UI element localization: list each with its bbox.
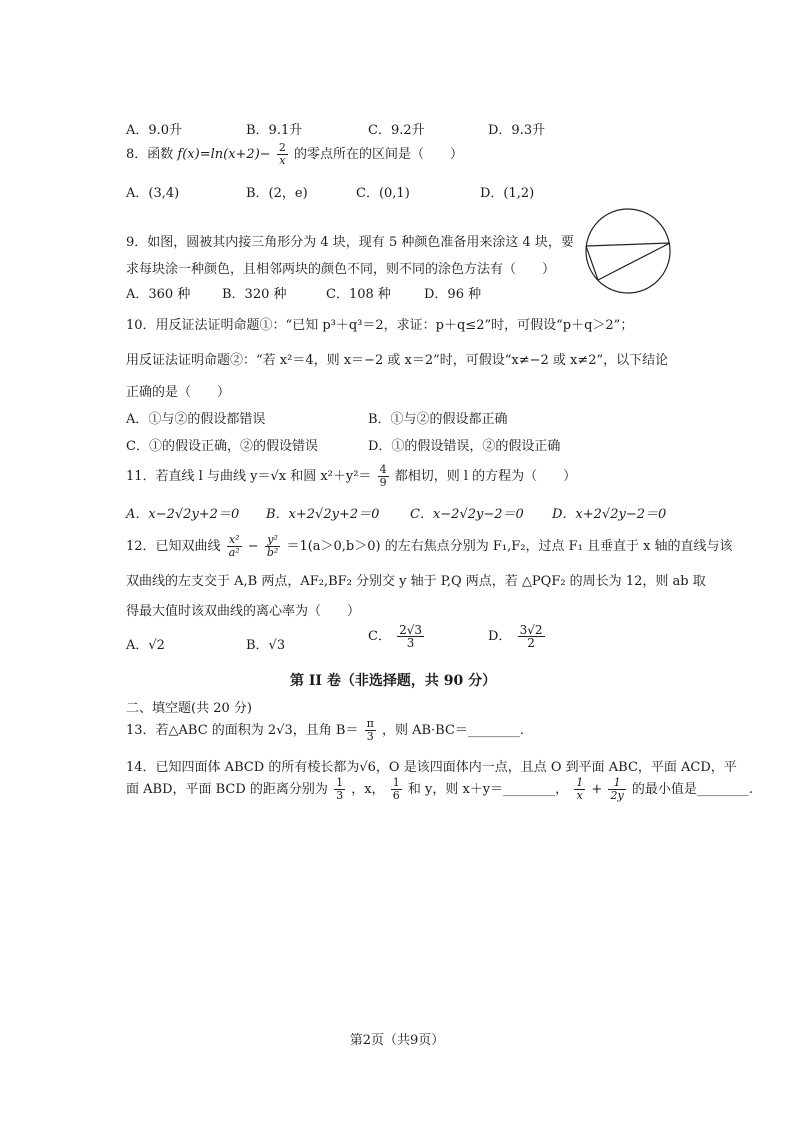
q14-frac-3-den: x <box>576 789 583 802</box>
q12-option-d-label: D． <box>488 629 512 644</box>
q9-option-a: A．360 种 <box>126 287 191 302</box>
q10-line-2: 用反证法证明命题②：“若 x²＝4，则 x＝−2 或 x＝2”时，可假设“x≠−2 或 x≠2”，以下结论 <box>126 353 669 368</box>
q14-frac-2 <box>391 777 402 802</box>
q10-option-c: C．①的假设正确，②的假设错误 <box>126 439 318 454</box>
q13-suffix: ，则 AB·BC＝________. <box>381 723 525 738</box>
q12-line-2: 双曲线的左支交于 A,B 两点，AF₂,BF₂ 分别交 y 轴于 P,Q 两点，若 △PQF₂ 的周长为 12，则 ab 取 <box>126 574 706 589</box>
q12-option-b: B．√3 <box>246 638 286 653</box>
q14-frac-4 <box>608 777 625 802</box>
q11-option-d: D．x+2√2y−2＝0 <box>552 507 667 522</box>
q11-prefix: 11．若直线 l 与曲线 y＝√x 和圆 x²＋y²＝ <box>126 469 372 484</box>
q13-fraction <box>365 718 376 743</box>
q14-mid-2: 和 y，则 x＋y＝________， <box>407 782 569 797</box>
q9-option-b: B．320 种 <box>222 287 287 302</box>
question-8-stem <box>126 142 463 167</box>
q13-frac-num: π <box>366 717 374 730</box>
q11-frac-num: 4 <box>379 463 387 476</box>
q8-option-b: B．(2，e) <box>246 186 308 201</box>
q8-option-d: D．(1,2) <box>480 186 535 201</box>
question-11-stem <box>126 464 576 489</box>
q14-line-2 <box>126 777 753 802</box>
q9-option-c: C．108 种 <box>326 287 391 302</box>
q12-minus: − <box>247 539 259 554</box>
q10-line-1: 10．用反证法证明命题①：“已知 p³＋q³＝2，求证：p＋q≤2”时，可假设“p＋q＞2”； <box>126 318 634 333</box>
q8-formula: f(x)=ln(x+2)− <box>177 147 271 162</box>
q14-frac-2-den: 6 <box>392 789 400 802</box>
q7-option-b: B．9.1升 <box>246 123 303 138</box>
q12-frac-y-num: y² <box>265 534 280 547</box>
q8-frac-den: x <box>279 154 286 167</box>
q12-option-c-num: 2√3 <box>399 623 423 637</box>
q12-frac-x <box>227 534 242 559</box>
q12-option-c-den: 3 <box>406 636 415 650</box>
q8-option-c: C．(0,1) <box>356 186 410 201</box>
q10-option-a: A．①与②的假设都错误 <box>126 412 266 427</box>
q14-frac-2-num: 1 <box>392 776 400 789</box>
q8-prefix: 8．函数 <box>126 147 174 162</box>
q12-frac-x-den: a² <box>228 546 240 559</box>
q9-option-d: D．96 种 <box>424 287 482 302</box>
q9-line-1: 9．如图，圆被其内接三角形分为 4 块，现有 5 种颜色准备用来涂这 4 块，要 <box>126 235 574 250</box>
q12-option-c-label: C． <box>368 629 391 644</box>
q12-line1-suffix: ＝1(a＞0,b＞0) 的左右焦点分别为 F₁,F₂，过点 F₁ 且垂直于 x 轴的直线与该 <box>286 539 733 554</box>
q7-option-d: D．9.3升 <box>488 123 546 138</box>
q13-frac-den: 3 <box>366 730 374 743</box>
q12-line-1 <box>126 534 733 559</box>
q14-plus: + <box>591 782 603 797</box>
q11-option-c: C．x−2√2y−2＝0 <box>410 507 524 522</box>
q11-frac-den: 9 <box>379 476 387 489</box>
q12-option-d-fraction <box>518 624 545 649</box>
q11-option-a: A．x−2√2y+2＝0 <box>126 507 240 522</box>
q14-frac-1 <box>334 777 345 802</box>
q12-frac-y-den: b² <box>266 546 279 559</box>
q14-frac-4-den: 2y <box>610 789 624 802</box>
q12-option-c-fraction <box>397 624 424 649</box>
q11-suffix: 都相切，则 l 的方程为（ ） <box>394 469 577 484</box>
page-footer: 第2页（共9页） <box>349 1033 445 1048</box>
q12-option-d-den: 2 <box>527 636 535 650</box>
q14-mid-1: ，x， <box>351 782 385 797</box>
q14-line2-prefix: 面 ABD，平面 BCD 的距离分别为 <box>126 782 328 797</box>
q7-option-c: C．9.2升 <box>368 123 425 138</box>
q14-frac-3 <box>574 777 585 802</box>
q14-frac-1-den: 3 <box>336 789 344 802</box>
q10-option-b: B．①与②的假设都正确 <box>368 412 508 427</box>
q12-frac-y <box>265 534 280 559</box>
q14-frac-4-num: 1 <box>608 777 625 790</box>
q8-option-a: A．(3,4) <box>126 186 180 201</box>
q14-line-1: 14．已知四面体 ABCD 的所有棱长都为√6，O 是该四面体内一点，且点 O 到平面 ABC，平面 ACD，平 <box>126 760 737 775</box>
q12-option-a: A．√2 <box>126 638 165 653</box>
q14-suffix: 的最小值是________. <box>631 782 753 797</box>
fill-in-heading: 二、填空题(共 20 分) <box>126 701 252 716</box>
q14-frac-1-num: 1 <box>336 776 344 789</box>
q7-option-a: A．9.0升 <box>126 123 183 138</box>
circle-inscribed-triangle-figure <box>582 208 674 294</box>
q12-line-3: 得最大值时该双曲线的离心率为（ ） <box>126 604 361 619</box>
q12-option-d-num: 3√2 <box>519 623 543 637</box>
q11-fraction <box>378 464 389 489</box>
q8-fraction <box>277 142 288 167</box>
q13-prefix: 13．若△ABC 的面积为 2√3，且角 B＝ <box>126 723 359 738</box>
q8-frac-num: 2 <box>278 141 286 154</box>
q12-option-d <box>488 624 547 649</box>
q12-frac-x-num: x² <box>227 534 242 547</box>
q10-option-d: D．①的假设错误，②的假设正确 <box>368 439 561 454</box>
q11-option-b: B．x+2√2y+2＝0 <box>266 507 380 522</box>
q9-line-2: 求每块涂一种颜色，且相邻两块的颜色不同，则不同的涂色方法有（ ） <box>126 262 556 277</box>
question-13 <box>126 718 524 743</box>
section-ii-title: 第 II 卷（非选择题，共 90 分） <box>290 673 497 689</box>
q12-line1-prefix: 12．已知双曲线 <box>126 539 221 554</box>
q14-frac-3-num: 1 <box>576 776 584 789</box>
q12-option-c <box>368 624 426 649</box>
q10-line-3: 正确的是（ ） <box>126 385 231 400</box>
q8-suffix: 的零点所在的区间是（ ） <box>293 147 463 162</box>
